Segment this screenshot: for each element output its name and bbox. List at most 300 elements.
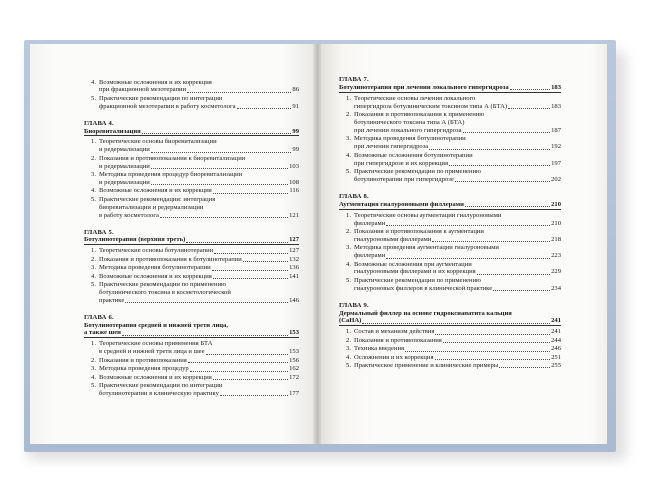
item-body: [354, 328, 561, 336]
item-line: [99, 365, 299, 373]
chapter-page-number: 183: [551, 83, 561, 91]
item-body: [99, 79, 299, 95]
item-body: [99, 256, 299, 264]
item-page-number: 86: [292, 86, 299, 94]
toc-chapter: [84, 79, 299, 111]
item-body: [99, 273, 299, 281]
item-number: 2.: [346, 111, 351, 119]
dot-leader: [477, 274, 550, 275]
chapter-title: [84, 236, 299, 245]
item-line: [354, 244, 561, 252]
item-body: [354, 168, 561, 184]
item-line: [99, 281, 299, 289]
item-body: [99, 281, 299, 305]
item-number: 4.: [346, 151, 351, 159]
toc-item: [339, 135, 561, 151]
item-line: [99, 146, 299, 154]
item-line: [99, 357, 299, 365]
chapter-title: [339, 84, 561, 93]
item-page-number: 136: [289, 264, 299, 272]
item-line: [99, 212, 299, 220]
item-number: 4.: [346, 353, 351, 361]
item-text: и редермализации: [99, 178, 150, 186]
item-number: 1.: [346, 328, 351, 336]
item-line: [99, 196, 299, 204]
toc-item: [84, 196, 299, 220]
item-text: Практические рекомендации по интеграции: [99, 381, 223, 389]
toc-item: [339, 152, 561, 168]
item-text: Теоретические основы ботулинотерапии: [99, 247, 214, 255]
chapter-page-number: 241: [551, 317, 561, 325]
item-body: [354, 354, 561, 362]
item-body: [99, 196, 299, 220]
item-text: Практические рекомендации по применению: [354, 167, 481, 175]
item-number: 2.: [346, 336, 351, 344]
item-text: Теоретические основы лечения локального: [354, 94, 476, 102]
item-text: Практические рекомендации по применению: [354, 276, 481, 284]
chapter-title: [339, 310, 561, 318]
item-number: 5.: [346, 362, 351, 369]
item-page-number: 172: [289, 373, 299, 381]
item-line: [99, 374, 299, 382]
item-text: филлерами: [354, 219, 386, 227]
dot-leader: [214, 253, 288, 254]
chapter-number: ГЛАВА 4.: [84, 119, 114, 127]
toc-item: [339, 328, 561, 336]
dot-leader: [508, 108, 550, 109]
item-text: Теоретические основы применения БТА: [99, 340, 213, 348]
dot-leader: [187, 92, 291, 93]
toc-item: [339, 337, 561, 345]
item-line: [99, 297, 299, 305]
left-toc: [84, 78, 299, 407]
toc-item: [84, 247, 299, 255]
item-text: Показания и противопоказания к ботулинотерапии: [99, 255, 242, 263]
item-text: при лечении локального гипергидроза: [354, 126, 462, 134]
item-line: [99, 289, 299, 297]
item-text: биоревитализации и редермализации: [99, 203, 204, 211]
item-line: [99, 179, 299, 187]
item-number: 3.: [91, 171, 96, 179]
item-number: 4.: [91, 78, 96, 86]
item-text: ботулинотерапии при гипергидрозе: [354, 175, 454, 183]
item-line: [99, 163, 299, 171]
item-line: [99, 348, 299, 356]
item-line: [99, 204, 299, 212]
dot-leader: [432, 241, 550, 242]
item-page-number: 246: [551, 345, 561, 353]
chapter-title-text: Биоревитализация: [84, 127, 141, 135]
item-text: Теоретические основы аугментации гиалуроновыми: [354, 211, 502, 219]
dot-leader: [237, 108, 292, 109]
item-page-number: 141: [289, 272, 299, 280]
item-body: [99, 171, 299, 187]
item-body: [354, 362, 561, 370]
item-line: [354, 277, 561, 285]
chapter-number: ГЛАВА 8.: [339, 192, 369, 200]
dot-leader: [188, 362, 288, 363]
toc-item: [84, 357, 299, 365]
toc-item: [84, 374, 299, 382]
item-line: [99, 247, 299, 255]
chapter-number: ГЛАВА 9.: [339, 301, 369, 309]
toc-item: [339, 111, 561, 135]
item-line: [99, 187, 299, 195]
dot-leader: [243, 261, 288, 262]
item-line: [354, 119, 561, 127]
toc-chapter: [84, 229, 299, 305]
item-page-number: 229: [551, 268, 561, 276]
item-number: 2.: [91, 356, 96, 364]
dot-leader: [206, 354, 289, 355]
dot-leader: [386, 258, 550, 259]
dot-leader: [213, 379, 288, 380]
toc-item: [84, 155, 299, 171]
toc-item: [84, 365, 299, 373]
item-text: гиалуроновыми филлерами и их коррекция: [354, 268, 476, 276]
item-text: гиалуроновыми филлерами: [354, 235, 432, 243]
chapter-page-number: 210: [551, 200, 561, 208]
item-body: [99, 138, 299, 154]
item-line: [99, 86, 299, 94]
item-text: Методика проведения процедур: [99, 365, 189, 373]
dot-leader: [493, 290, 550, 291]
item-line: [99, 155, 299, 163]
chapter-title-line: [84, 128, 299, 136]
item-text: Показания и противопоказания к аугментации: [354, 227, 484, 235]
chapter-title-line: [339, 317, 561, 325]
item-line: [99, 264, 299, 272]
toc-item: [339, 228, 561, 244]
item-body: [354, 345, 561, 353]
dot-leader: [213, 278, 288, 279]
chapter-title-line: [339, 84, 561, 92]
item-page-number: 192: [551, 143, 561, 151]
item-number: 3.: [346, 345, 351, 353]
item-line: [354, 328, 561, 336]
item-page-number: 103: [289, 162, 299, 170]
item-number: 4.: [91, 373, 96, 381]
chapter-title-line: [339, 201, 561, 209]
item-line: [354, 135, 561, 143]
toc-item: [84, 256, 299, 264]
item-body: [99, 357, 299, 365]
item-line: [99, 390, 299, 398]
toc-chapter: [339, 76, 561, 184]
item-line: [99, 382, 299, 390]
dot-leader: [435, 359, 551, 360]
item-line: [354, 127, 561, 135]
chapter-title-text: (CaHA): [339, 317, 362, 325]
dot-leader: [142, 133, 292, 134]
dot-leader: [463, 132, 551, 133]
toc-item: [339, 244, 561, 260]
item-body: [354, 337, 561, 345]
item-text: ботулинического токсина в косметологической: [99, 288, 231, 296]
item-text: фракционной мезотерапии в работу косметолога: [99, 102, 236, 110]
item-page-number: 162: [289, 365, 299, 373]
item-text: Методика проведения процедур биоревитализации: [99, 171, 243, 179]
item-line: [99, 95, 299, 103]
toc-item: [339, 261, 561, 277]
item-line: [354, 168, 561, 176]
item-text: Состав и механизм действия: [354, 328, 435, 336]
item-body: [99, 155, 299, 171]
item-number: 5.: [91, 280, 96, 288]
chapter-title-text: а также шеи: [84, 329, 121, 337]
item-line: [354, 337, 561, 345]
item-text: Осложнения и их коррекция: [354, 353, 434, 361]
item-text: Методика проведения ботулинотерапии: [354, 135, 466, 143]
item-page-number: 177: [289, 389, 299, 397]
item-body: [99, 264, 299, 272]
item-body: [354, 135, 561, 151]
item-body: [354, 244, 561, 260]
item-number: 3.: [346, 244, 351, 252]
item-text: Возможные осложнения и их коррекция: [99, 187, 212, 195]
item-page-number: 244: [551, 336, 561, 344]
item-page-number: 234: [551, 284, 561, 292]
toc-chapter: [84, 314, 299, 398]
item-body: [99, 340, 299, 356]
toc-chapter: [339, 193, 561, 293]
toc-item: [339, 212, 561, 228]
item-page-number: 121: [289, 211, 299, 219]
dot-leader: [449, 165, 550, 166]
item-page-number: 255: [551, 362, 561, 369]
item-text: и редермализации: [99, 162, 150, 170]
item-text: гиалуроновых филлеров в клинической практике: [354, 284, 493, 292]
chapter-title: [84, 128, 299, 137]
item-line: [99, 79, 299, 87]
chapter-title-text: Дермальный филлер на основе гидроксиапатита кальция: [339, 309, 512, 317]
item-line: [354, 345, 561, 353]
toc-item: [84, 340, 299, 356]
item-line: [354, 228, 561, 236]
dot-leader: [435, 334, 550, 335]
item-page-number: 241: [551, 328, 561, 336]
chapter-number: ГЛАВА 5.: [84, 228, 114, 236]
item-number: 1.: [91, 247, 96, 255]
dot-leader: [125, 302, 288, 303]
item-line: [354, 176, 561, 184]
dot-leader: [220, 395, 288, 396]
chapter-title-line: [84, 236, 299, 244]
item-number: 3.: [346, 135, 351, 143]
chapter-page-number: 127: [289, 236, 299, 244]
toc-item: [84, 281, 299, 305]
item-line: [354, 268, 561, 276]
item-text: Показания и противопоказания: [354, 336, 442, 344]
item-page-number: 116: [289, 187, 299, 195]
item-text: в работу косметолога: [99, 211, 159, 219]
item-body: [99, 95, 299, 111]
chapter-title-text: Ботулинотерапия при лечении локального гипергидроза: [339, 83, 509, 91]
item-number: 1.: [91, 340, 96, 348]
toc-chapter: [84, 120, 299, 220]
item-page-number: 132: [289, 255, 299, 263]
item-page-number: 146: [289, 296, 299, 304]
toc-item: [339, 95, 561, 111]
chapter-number: ГЛАВА 7.: [339, 76, 369, 83]
item-text: Возможные осложнения и их коррекция: [99, 78, 212, 86]
item-body: [354, 277, 561, 293]
item-page-number: 187: [551, 126, 561, 134]
dot-leader: [499, 367, 550, 368]
item-page-number: 99: [292, 146, 299, 154]
item-body: [99, 365, 299, 373]
dot-leader: [443, 342, 550, 343]
item-line: [99, 138, 299, 146]
item-body: [99, 247, 299, 255]
item-text: Практические рекомендации по интеграции: [99, 94, 223, 102]
item-line: [354, 212, 561, 220]
item-number: 5.: [91, 195, 96, 203]
dot-leader: [160, 217, 288, 218]
dot-leader: [151, 152, 292, 153]
item-text: Возможные осложнения ботулинотерапии: [354, 151, 473, 159]
dot-leader: [386, 225, 550, 226]
chapter-title-cont: [84, 329, 299, 338]
item-body: [354, 111, 561, 135]
book-gutter: [313, 44, 321, 444]
toc-chapter: [339, 302, 561, 370]
toc-item: [84, 382, 299, 398]
dot-leader: [510, 89, 550, 90]
item-line: [354, 236, 561, 244]
chapter-title-text: Ботулинотерапия средней и нижней трети лица,: [84, 321, 229, 329]
item-number: 2.: [91, 255, 96, 263]
dot-leader: [122, 335, 288, 336]
item-text: Возможные осложнения и их коррекция: [99, 373, 212, 381]
item-page-number: 127: [289, 247, 299, 255]
item-line: [99, 171, 299, 179]
chapter-number: ГЛАВА 6.: [84, 313, 114, 321]
item-text: Показания и противопоказания к применению: [354, 111, 485, 119]
item-text: Показания и противопоказания к биоревитализации: [99, 154, 246, 162]
item-text: при фракционной мезотерапии: [99, 86, 187, 94]
item-line: [354, 261, 561, 269]
item-line: [354, 152, 561, 160]
item-number: 2.: [346, 227, 351, 235]
item-page-number: 202: [551, 175, 561, 183]
item-number: 5.: [91, 381, 96, 389]
chapter-title-text: Ботулинотерапия (верхняя треть): [84, 236, 186, 244]
item-line: [354, 285, 561, 293]
item-line: [354, 362, 561, 370]
item-number: 5.: [346, 167, 351, 175]
dot-leader: [362, 323, 550, 324]
dot-leader: [151, 184, 288, 185]
dot-leader: [465, 206, 550, 207]
item-line: [99, 273, 299, 281]
item-line: [354, 354, 561, 362]
item-text: при гипергидрозе и их коррекция: [354, 159, 448, 167]
item-number: 1.: [346, 211, 351, 219]
item-text: и редермализации: [99, 146, 150, 154]
toc-item: [339, 345, 561, 353]
item-body: [354, 152, 561, 168]
item-body: [99, 382, 299, 398]
item-line: [354, 111, 561, 119]
item-text: Практические рекомендации: интеграция: [99, 195, 216, 203]
item-page-number: 91: [292, 102, 299, 110]
toc-item: [339, 354, 561, 362]
item-number: 1.: [346, 94, 351, 102]
item-line: [99, 340, 299, 348]
item-body: [99, 374, 299, 382]
item-page-number: 108: [289, 178, 299, 186]
item-line: [354, 220, 561, 228]
dot-leader: [190, 371, 288, 372]
item-body: [354, 261, 561, 277]
item-number: 2.: [91, 154, 96, 162]
item-text: Показания и противопоказания: [99, 356, 187, 364]
chapter-title-cont: [339, 317, 561, 326]
item-line: [354, 143, 561, 151]
item-number: 4.: [91, 272, 96, 280]
item-page-number: 197: [551, 159, 561, 167]
item-text: филлерами: [354, 252, 386, 260]
item-page-number: 218: [551, 235, 561, 243]
dot-leader: [213, 193, 289, 194]
item-body: [99, 187, 299, 195]
item-number: 3.: [91, 365, 96, 373]
item-line: [354, 160, 561, 168]
item-number: 5.: [91, 94, 96, 102]
item-text: ботулинического токсина типа А (БТА): [354, 119, 465, 127]
toc-item: [84, 187, 299, 195]
item-text: Возможные осложнения при аугментации: [354, 260, 472, 268]
toc-item: [339, 168, 561, 184]
item-text: Возможные осложнения и их коррекция: [99, 272, 212, 280]
chapter-page-number: 153: [289, 329, 299, 337]
item-line: [354, 103, 561, 111]
chapter-title: [84, 322, 299, 330]
toc-item: [339, 277, 561, 293]
dot-leader: [429, 149, 550, 150]
item-body: [354, 95, 561, 111]
item-text: Теоретические основы биоревитализации: [99, 138, 217, 146]
item-page-number: 210: [551, 219, 561, 227]
item-text: гипергидроза ботулиническим токсином типа А (БТА): [354, 102, 508, 110]
right-toc: [339, 76, 561, 379]
item-text: при лечении гипергидроза: [354, 143, 429, 151]
item-body: [354, 228, 561, 244]
toc-item: [84, 273, 299, 281]
item-number: 1.: [91, 138, 96, 146]
item-page-number: 156: [289, 356, 299, 364]
toc-item: [84, 95, 299, 111]
item-text: практике: [99, 296, 125, 304]
item-line: [354, 95, 561, 103]
item-text: Методика проведения ботулинотерапии: [99, 264, 211, 272]
dot-leader: [405, 351, 550, 352]
toc-item: [84, 79, 299, 95]
item-body: [354, 212, 561, 228]
item-number: 4.: [346, 260, 351, 268]
item-text: Практическое применение и клинические примеры: [354, 362, 499, 369]
item-line: [99, 256, 299, 264]
item-text: в средней и нижней трети лица и шее: [99, 348, 205, 356]
item-text: ботулинотерапии в клиническую практику: [99, 389, 219, 397]
toc-item: [84, 171, 299, 187]
item-text: Методика проведения аугментации гиалуроновыми: [354, 244, 499, 252]
dot-leader: [151, 168, 288, 169]
chapter-title-text: Аугментация гиалуроновыми филлерами: [339, 200, 464, 208]
chapter-title-line: [84, 329, 299, 337]
dot-leader: [455, 181, 550, 182]
